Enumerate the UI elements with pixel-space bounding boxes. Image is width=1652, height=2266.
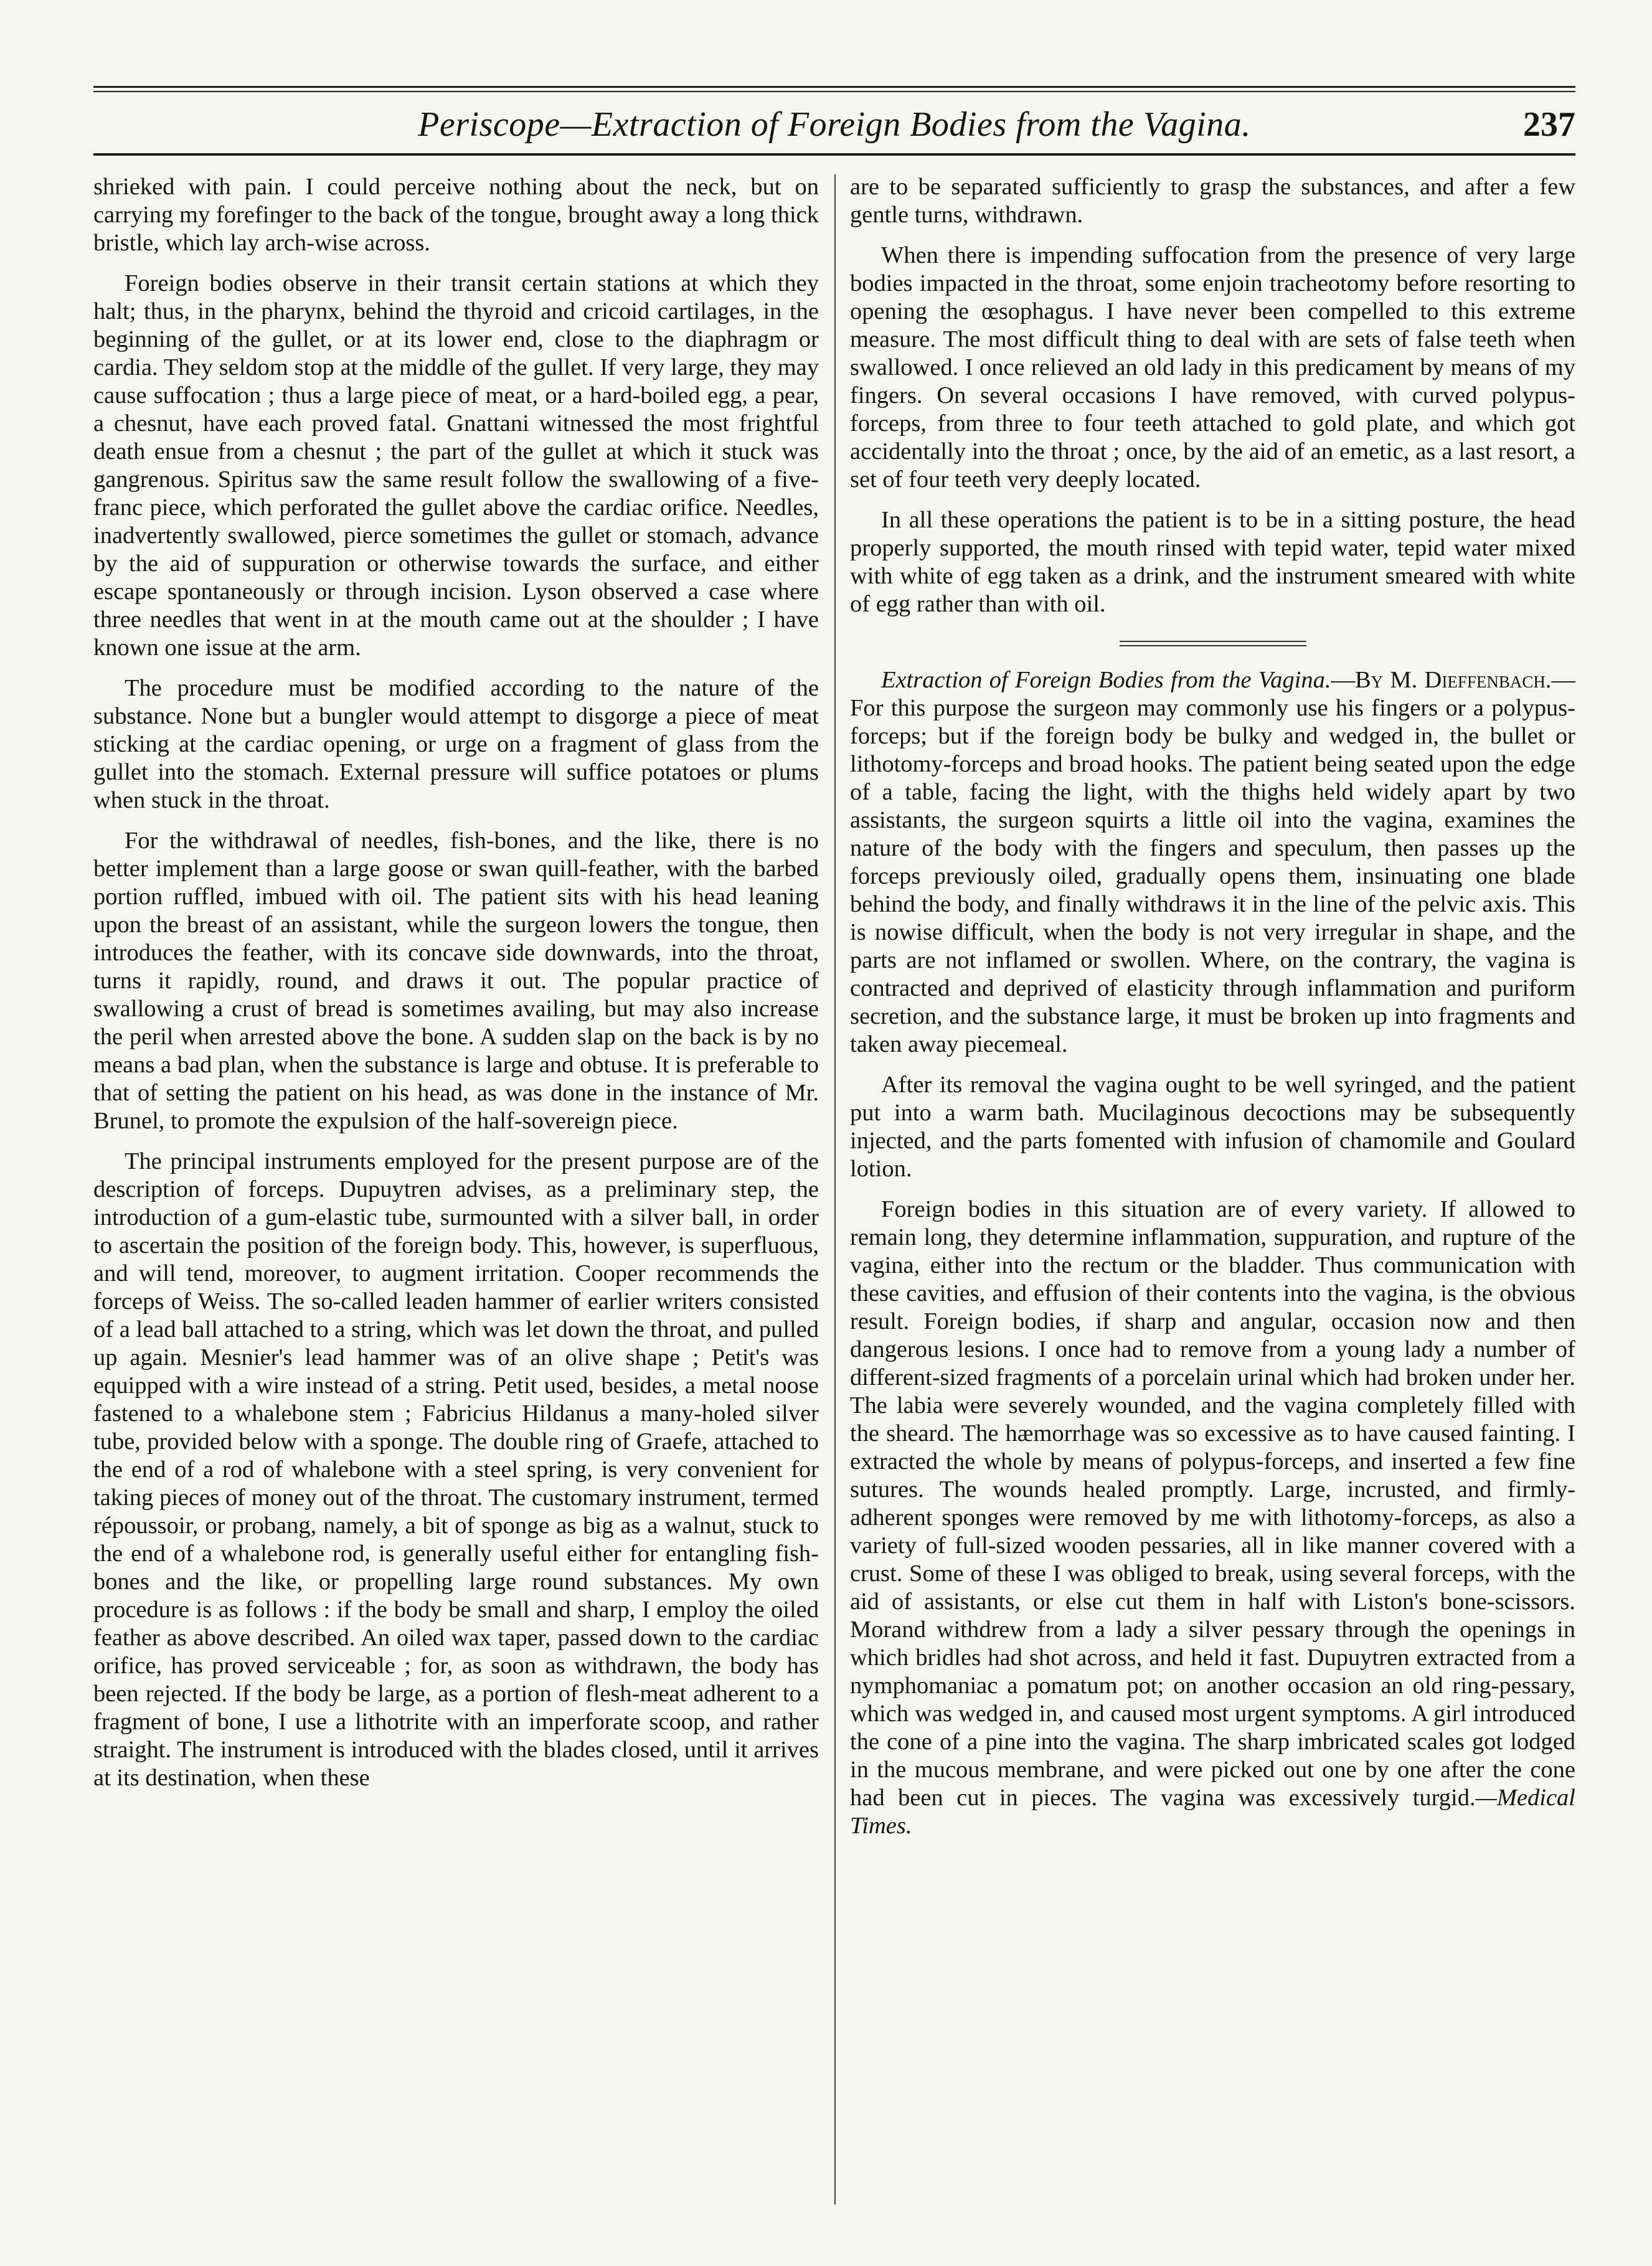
left-column: [93, 173, 819, 2228]
page-header: [93, 105, 1575, 161]
article-last-paragraph: [850, 1196, 1575, 1840]
paragraph: In all these operations the patient is to be in a sitting posture, the head properly supported, the mouth rinsed with tepid water, tepid water mixed with white of egg taken as a drink, and the instrument smeared with white of egg rather than with oil.: [850, 507, 1575, 617]
paragraph: After its removal the vagina ought to be well syringed, and the patient put into a warm bath. Mucilaginous decoctions may be subsequently injected, and the parts fomented with infusion of chamomile and Goulard lotion.: [850, 1072, 1575, 1182]
article-byline: —By M. Dieffenbach.: [1331, 667, 1552, 693]
paragraph: Foreign bodies observe in their transit certain stations at which they halt; thus, in the pharynx, behind the thyroid and cricoid cartilages, in the beginning of the gullet, or at its lower end, close to the diaphragm or cardia. They seldom stop at the middle of the gullet. If very large, they may cause suffocation ; thus a large piece of meat, or a hard-boiled egg, a pear, a chesnut, have each proved fatal. Gnattani witnessed the most frightful death ensue from a chesnut ; the part of the gullet at which it stuck was gangrenous. Spiritus saw the same result follow the swallowing of a five-franc piece, which perforated the gullet above the cardiac orifice. Needles, inadvertently swallowed, pierce sometimes the gullet or stomach, advance by the aid of suppuration or otherwise towards the surface, and either escape spontaneously or through incision. Lyson observed a case where three needles that went in at the mouth came out at the shoulder ; I have known one issue at the arm.: [93, 270, 819, 661]
paragraph: The principal instruments employed for the present purpose are of the description of forceps. Dupuytren advises, as a preliminary step, the introduction of a gum-elastic tube, surmounted with a silver ball, in order to ascertain the position of the foreign body. This, however, is superfluous, and will tend, moreover, to augment irritation. Cooper recommends the forceps of Weiss. The so-called leaden hammer of earlier writers consisted of a lead ball attached to a string, which was let down the throat, and pulled up again. Mesnier's lead hammer was of an olive shape ; Petit's was equipped with a wire instead of a string. Petit used, besides, a metal noose fastened to a whalebone stem ; Fabricius Hildanus a many-holed silver tube, provided below with a sponge. The double ring of Graefe, attached to the end of a rod of whalebone with a steel spring, is very convenient for taking pieces of money out of the throat. The customary instrument, termed répoussoir, or probang, namely, a bit of sponge as big as a walnut, stuck to the end of a whalebone rod, is generally useful either for entangling fish-bones and the like, or propelling large round substances. My own procedure is as follows : if the body be small and sharp, I employ the oiled feather as above described. An oiled wax taper, passed down to the cardiac orifice, has proved serviceable ; for, as soon as withdrawn, the body has been rejected. If the body be large, as a portion of flesh-meat adherent to a fragment of bone, I use a lithotrite with an imperforate scoop, and rather straight. The instrument is introduced with the blades closed, until it arrives at its destination, when these: [93, 1148, 819, 1791]
paragraph: shrieked with pain. I could perceive nothing about the neck, but on carrying my forefinger to the back of the tongue, brought away a long thick bristle, which lay arch-wise across.: [93, 174, 819, 256]
running-title: Periscope—Extraction of Foreign Bodies from the Vagina.: [418, 105, 1251, 144]
article-last-text: Foreign bodies in this situation are of every variety. If allowed to remain long, they determine inflammation, suppuration, and rupture of the vagina, either into the rectum or the bladder. Thus communication with these cavities, and effusion of their contents into the vagina, is the obvious result. Foreign bodies, if sharp and angular, occasion now and then dangerous lesions. I once had to remove from a young lady a number of different-sized fragments of a porcelain urinal which had broken under her. The labia were severely wounded, and the vagina completely filled with the sheard. The hæmorrhage was so excessive as to have caused fainting. I extracted the whole by means of polypus-forceps, and inserted a few fine sutures. The wounds healed promptly. Large, incrusted, and firmly-adherent sponges were removed by me with lithotomy-forceps, as also a variety of full-sized wooden pessaries, all in like manner covered with a crust. Some of these I was obliged to break, using several forceps, with the aid of assistants, or else cut them in half with Liston's bone-scissors. Morand withdrew from a lady a silver pessary through the openings in which bridles had shot across, and held it fast. Dupuytren extracted from a nymphomaniac a pomatum pot; on another occasion an old ring-pessary, which was wedged in, and caused most urgent symptoms. A girl introduced the cone of a pine into the vagina. The sharp imbricated scales got lodged in the mucous membrane, and were picked out one by one after the cone had been cut in pieces. The vagina was excessively turgid.: [850, 1196, 1575, 1811]
top-border-rule-thin: [93, 91, 1575, 92]
column-divider: [834, 174, 836, 2204]
top-border-rule: [93, 86, 1575, 88]
article-source: —Medical Times.: [850, 1785, 1575, 1839]
right-column: [850, 173, 1575, 2228]
header-rule: [93, 153, 1575, 156]
article-heading: Extraction of Foreign Bodies from the Vagina.: [881, 667, 1331, 693]
paragraph: The procedure must be modified according to the nature of the substance. None but a bungler would attempt to disgorge a piece of meat sticking at the cardiac opening, or urge on a fragment of glass from the gullet into the stomach. External pressure will suffice potatoes or plums when stuck in the throat.: [93, 675, 819, 813]
paragraph: are to be separated sufficiently to grasp the substances, and after a few gentle turns, withdrawn.: [850, 174, 1575, 228]
article-first-paragraph: [850, 666, 1575, 1059]
paragraph: For the withdrawal of needles, fish-bones, and the like, there is no better implement than a large goose or swan quill-feather, with the barbed portion ruffled, imbued with oil. The patient sits with his head leaning upon the breast of an assistant, while the surgeon lowers the tongue, then introduces the feather, with its concave side downwards, into the throat, turns it rapidly, round, and draws it out. The popular practice of swallowing a crust of bread is sometimes availing, but may also increase the peril when arrested above the bone. A sudden slap on the back is by no means a bad plan, when the substance is large and obtuse. It is preferable to that of setting the patient on his head, as was done in the instance of Mr. Brunel, to promote the expulsion of the half-sovereign piece.: [93, 828, 819, 1134]
paragraph: When there is impending suffocation from the presence of very large bodies impacted in the throat, some enjoin tracheotomy before resorting to opening the œsophagus. I have never been compelled to this extreme measure. The most difficult thing to deal with are sets of false teeth when swallowed. I once relieved an old lady in this predicament by means of my fingers. On several occasions I have removed, with curved polypus-forceps, from three to four teeth attached to gold plate, and which got accidentally into the throat ; once, by the aid of an emetic, as a last resort, a set of four teeth very deeply located.: [850, 242, 1575, 493]
page-number: 237: [1523, 105, 1575, 144]
section-divider: [1120, 641, 1306, 646]
article-first-text: —For this purpose the surgeon may commonly use his fingers or a polypus-forceps; but if the foreign body be bulky and wedged in, the bullet or lithotomy-forceps and broad hooks. The patient being seated upon the edge of a table, facing the light, with the thighs held widely apart by two assistants, the surgeon squirts a little oil into the vagina, examines the nature of the body with the fingers and speculum, then passes up the forceps previously oiled, gradually opens them, insinuating one blade behind the body, and finally withdraws it in the line of the pelvic axis. This is nowise difficult, when the body is not very irregular in shape, and the parts are not inflamed or swollen. Where, on the contrary, the vagina is contracted and deprived of elasticity through inflammation and puriform secretion, and the substance large, it must be broken up into fragments and taken away piecemeal.: [850, 667, 1575, 1057]
